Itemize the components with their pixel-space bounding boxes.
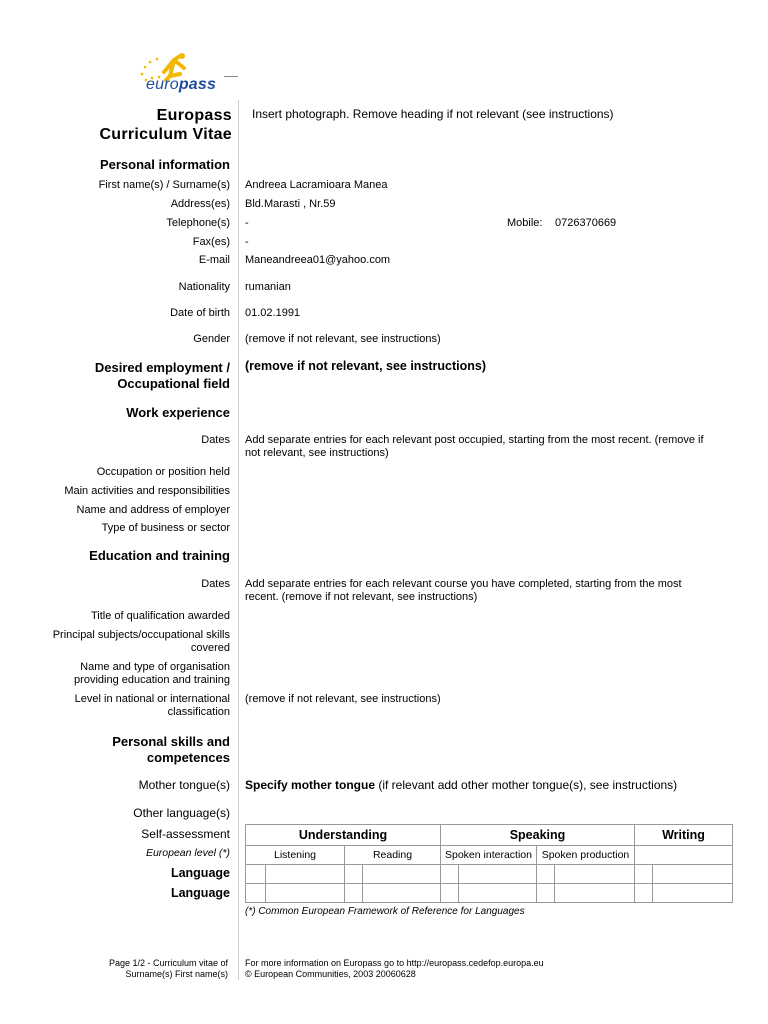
- edu-dates-label: Dates: [201, 578, 230, 590]
- europass-wordmark: europass: [146, 76, 217, 93]
- organisation-label: Name and type of organisation providing education and training: [74, 661, 230, 686]
- education-heading: Education and training: [89, 548, 230, 563]
- dob-value: 01.02.1991: [245, 307, 301, 319]
- telephone-value: -: [245, 217, 249, 229]
- language-2-label: Language: [170, 886, 230, 900]
- listening-header: Listening: [246, 846, 345, 865]
- writing-header: Writing: [635, 825, 733, 846]
- european-level-label: European level (*): [145, 847, 230, 859]
- name-value: Andreea Lacramioara Manea: [245, 179, 388, 191]
- europass-link[interactable]: For more information on Europass go to http://europass.cedefop.europa.eu: [245, 958, 544, 968]
- gender-value: (remove if not relevant, see instructions): [245, 333, 441, 345]
- work-experience-heading: Work experience: [126, 405, 230, 420]
- dob-label: Date of birth: [170, 307, 230, 319]
- personal-info-heading: Personal information: [99, 157, 230, 172]
- email-value[interactable]: Maneandreea01@yahoo.com: [245, 254, 391, 266]
- speaking-header: Speaking: [441, 825, 635, 846]
- mobile-value: 0726370669: [555, 217, 617, 229]
- table-row: [246, 865, 733, 884]
- other-languages-label: Other language(s): [133, 806, 230, 820]
- qualification-label: Title of qualification awarded: [90, 610, 230, 622]
- spoken-interaction-header: Spoken interaction: [441, 846, 537, 865]
- cefr-footnote: (*) Common European Framework of Reference for Languages: [245, 906, 525, 917]
- nationality-value: rumanian: [245, 281, 291, 293]
- logo-rule: [224, 76, 238, 77]
- fax-label: Fax(es): [192, 236, 230, 248]
- self-assessment-label: Self-assessment: [141, 827, 230, 841]
- subjects-label: Principal subjects/occupational skills covered: [52, 629, 230, 654]
- spoken-production-header: Spoken production: [537, 846, 635, 865]
- address-value: Bld.Marasti , Nr.59: [245, 198, 336, 210]
- column-divider: [238, 100, 239, 980]
- address-label: Address(es): [170, 198, 230, 210]
- level-label: Level in national or international classification: [74, 693, 230, 718]
- writing-subheader: [635, 846, 733, 865]
- mother-tongue-value: Specify mother tongue (if relevant add other mother tongue(s), see instructions): [245, 778, 678, 792]
- understanding-header: Understanding: [246, 825, 441, 846]
- level-value: (remove if not relevant, see instructions): [245, 693, 441, 705]
- mobile-label: Mobile:: [507, 217, 543, 229]
- work-dates-label: Dates: [201, 434, 230, 446]
- europass-logo: [132, 52, 242, 100]
- cv-title: Europass Curriculum Vitae: [99, 107, 232, 143]
- email-label: E-mail: [198, 254, 230, 266]
- employer-label: Name and address of employer: [76, 504, 230, 516]
- business-label: Type of business or sector: [101, 522, 230, 534]
- reading-header: Reading: [345, 846, 441, 865]
- telephone-label: Telephone(s): [166, 217, 230, 229]
- language-1-label: Language: [170, 866, 230, 880]
- name-label: First name(s) / Surname(s): [98, 179, 230, 191]
- desired-employment-heading: Desired employment / Occupational field: [94, 360, 230, 391]
- gender-label: Gender: [193, 333, 230, 345]
- desired-employment-value: (remove if not relevant, see instructions): [245, 359, 487, 373]
- activities-label: Main activities and responsibilities: [64, 485, 230, 497]
- nationality-label: Nationality: [178, 281, 230, 293]
- work-dates-value: Add separate entries for each relevant post occupied, starting from the most recent. (remove if not relevant, see instructions): [245, 434, 704, 459]
- table-row: [246, 884, 733, 903]
- mother-tongue-label: Mother tongue(s): [138, 778, 230, 792]
- occupation-label: Occupation or position held: [96, 466, 230, 478]
- skills-heading: Personal skills and competences: [112, 734, 230, 765]
- fax-value: -: [245, 236, 249, 248]
- language-assessment-table: [245, 824, 733, 903]
- edu-dates-value: Add separate entries for each relevant course you have completed, starting from the most recent. (remove if not relevant, see instructions): [245, 578, 682, 603]
- footer-page-info: Page 1/2 - Curriculum vitae of Surname(s) First name(s): [108, 958, 228, 979]
- footer-europass-info: For more information on Europass go to http://europass.cedefop.europa.eu © European Communities, 2003 20060628: [245, 958, 544, 979]
- photo-placeholder-note: Insert photograph. Remove heading if not relevant (see instructions): [252, 107, 614, 121]
